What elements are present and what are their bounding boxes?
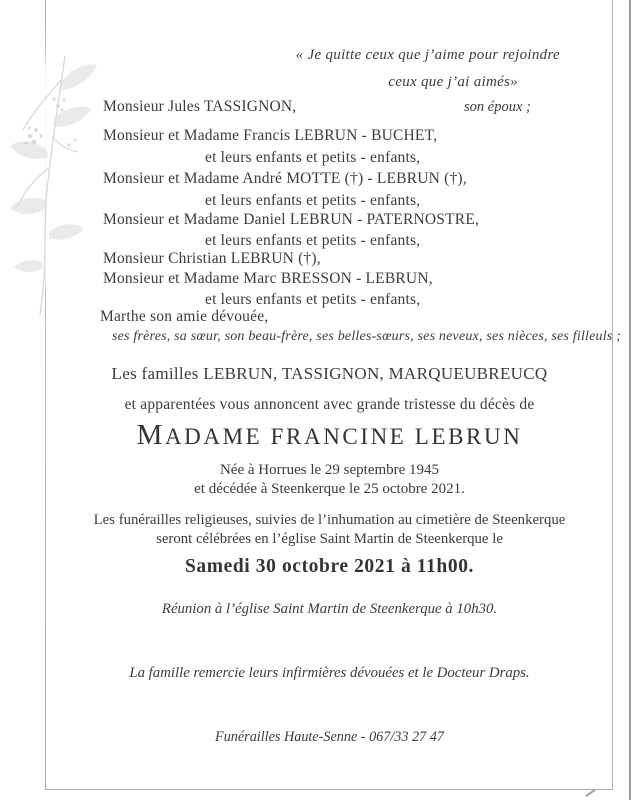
- funeral-home-line: Funérailles Haute-Senne - 067/33 27 47: [215, 729, 444, 745]
- ceremony-line-1: Les funérailles religieuses, suivies de l’inhumation au cimetière de Steenkerque: [93, 512, 566, 528]
- birth-line: Née à Horrues le 29 septembre 1945: [219, 462, 440, 478]
- epigraph-line-2: ceux que j’ai aimés»: [388, 74, 518, 90]
- relative-line-4: Monsieur Christian LEBRUN (†),: [103, 250, 321, 267]
- relative-children-line: et leurs enfants et petits - enfants,: [205, 192, 421, 209]
- relation-spouse-label: son époux ;: [464, 99, 531, 115]
- ceremony-line-2: seront célébrées en l’église Saint Martin de Steenkerque le: [156, 531, 503, 547]
- relative-line-2: Monsieur et Madame André MOTTE (†) - LEBRUN (†),: [103, 170, 467, 187]
- announcement-line: et apparentées vous annoncent avec grande tristesse du décès de: [124, 396, 535, 413]
- epigraph-quote: [296, 42, 560, 96]
- relatives-summary-line: ses frères, sa sœur, son beau-frère, ses belles-sœurs, ses neveux, ses nièces, ses filleuls ;: [112, 329, 622, 344]
- meeting-line: Réunion à l’église Saint Martin de Steenkerque à 10h30.: [161, 601, 498, 617]
- relative-line-1: Monsieur et Madame Francis LEBRUN - BUCHET,: [103, 127, 438, 144]
- relative-children-line: et leurs enfants et petits - enfants,: [205, 232, 421, 249]
- relative-line-3: Monsieur et Madame Daniel LEBRUN - PATERNOSTRE,: [103, 211, 480, 228]
- relative-line-husband: Monsieur Jules TASSIGNON,: [103, 98, 297, 115]
- card-bottom-edge: [45, 789, 613, 790]
- death-line: et décédée à Steenkerque le 25 octobre 2021.: [194, 481, 465, 497]
- relative-children-line: et leurs enfants et petits - enfants,: [205, 149, 421, 166]
- families-line: Les familles LEBRUN, TASSIGNON, MARQUEUBREUCQ: [111, 364, 548, 383]
- ceremony-date: Samedi 30 octobre 2021 à 11h00.: [184, 556, 475, 577]
- deceased-name: MADAME FRANCINE LEBRUN: [136, 419, 523, 451]
- scan-edge-strip: [629, 0, 631, 800]
- relative-friend-line: Marthe son amie dévouée,: [100, 308, 269, 325]
- flower-illustration: [2, 50, 108, 318]
- epigraph-line-1: « Je quitte ceux que j’aime pour rejoindre: [295, 47, 560, 63]
- thanks-line: La famille remercie leurs infirmières dévouées et le Docteur Draps.: [129, 665, 530, 681]
- scan-artifact-mark: [585, 789, 595, 797]
- relative-line-5: Monsieur et Madame Marc BRESSON - LEBRUN,: [103, 270, 433, 287]
- relative-children-line: et leurs enfants et petits - enfants,: [205, 291, 421, 308]
